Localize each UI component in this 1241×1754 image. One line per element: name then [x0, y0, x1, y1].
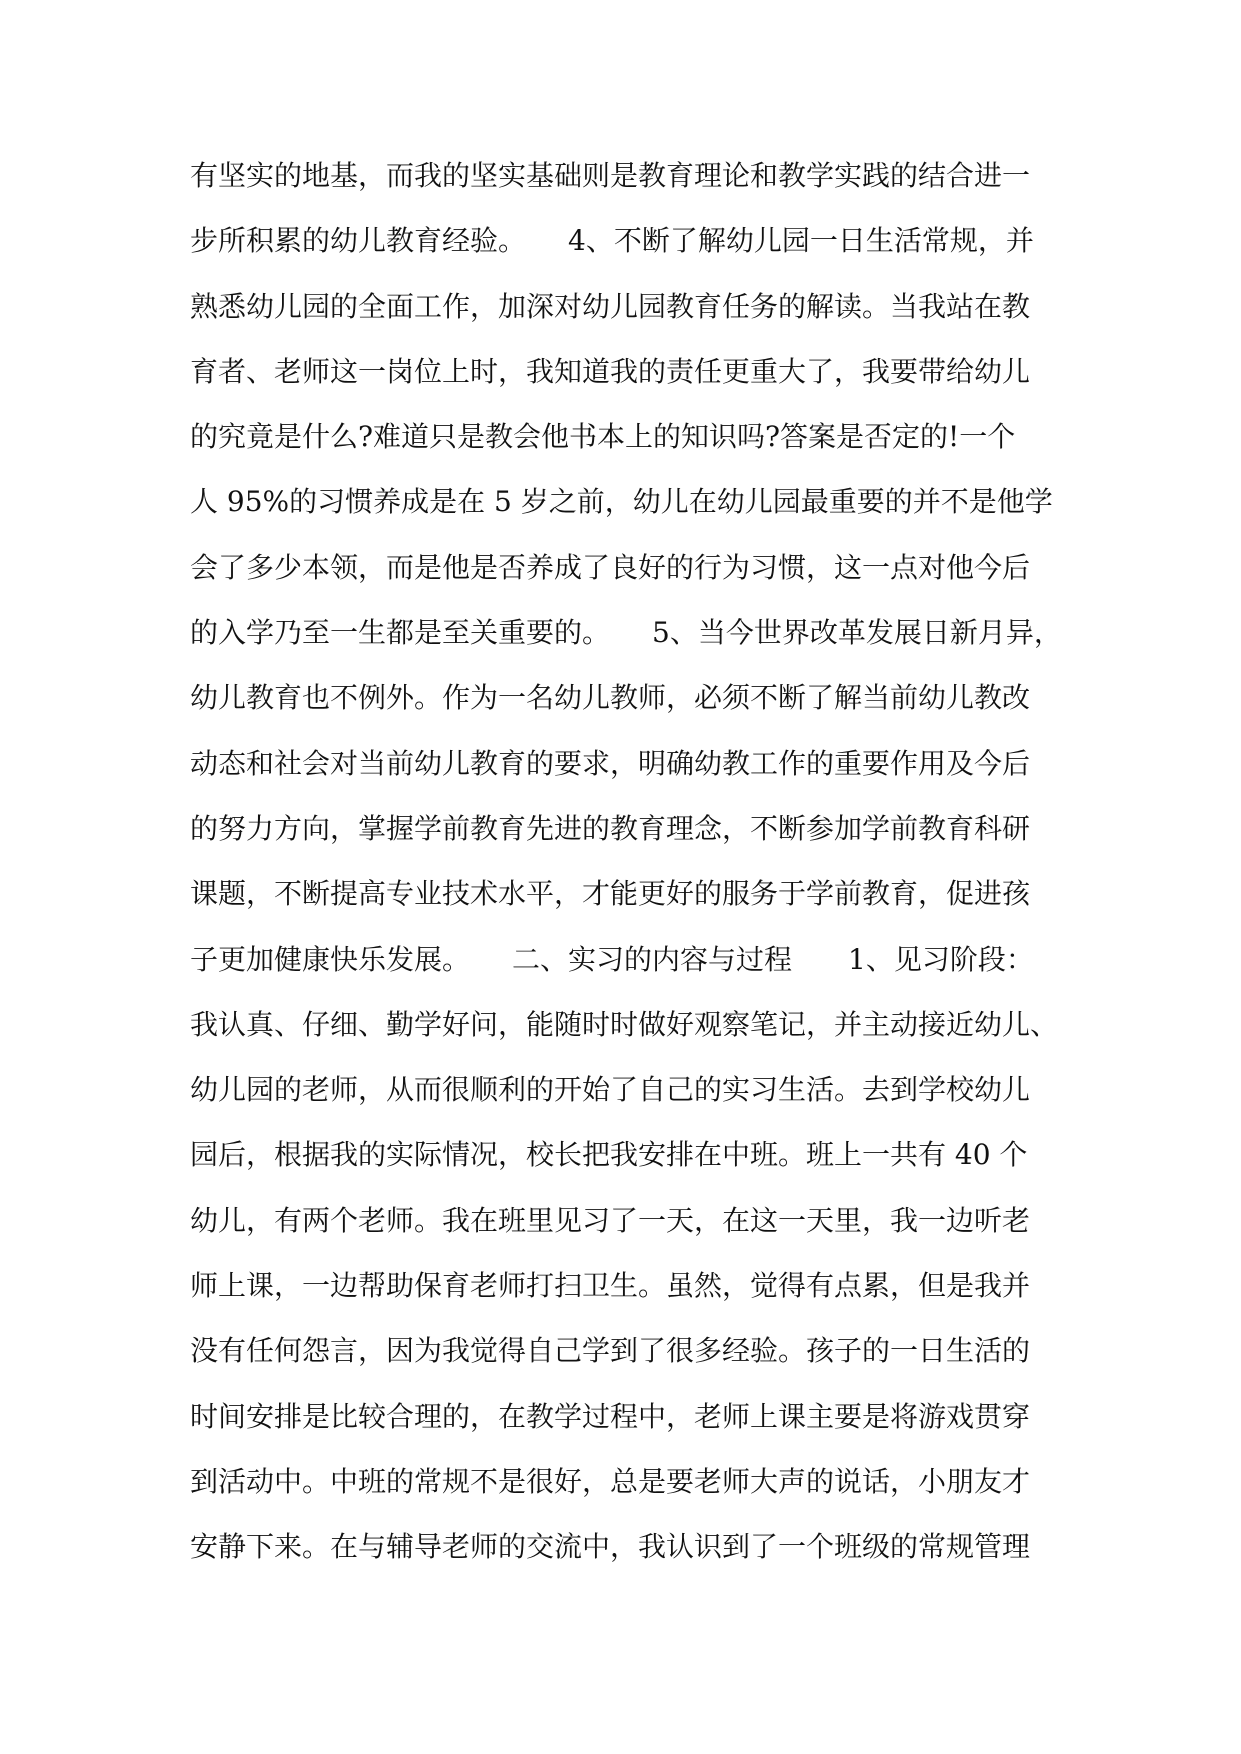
- text-line: 育者、老师这一岗位上时，我知道我的责任更重大了，我要带给幼儿: [190, 354, 1031, 388]
- text-line: 时间安排是比较合理的，在教学过程中，老师上课主要是将游戏贯穿: [190, 1399, 1031, 1433]
- text-line: 熟悉幼儿园的全面工作，加深对幼儿园教育任务的解读。当我站在教: [190, 289, 1031, 323]
- text-line: 的入学乃至一生都是至关重要的。 5、当今世界改革发展日新月异，: [190, 616, 1062, 650]
- text-line: 园后，根据我的实际情况，校长把我安排在中班。班上一共有 40 个: [190, 1138, 1028, 1172]
- body-text: [190, 154, 1070, 1591]
- text-line: 幼儿教育也不例外。作为一名幼儿教师，必须不断了解当前幼儿教改: [190, 681, 1031, 715]
- text-line: 课题，不断提高专业技术水平，才能更好的服务于学前教育，促进孩: [190, 877, 1031, 911]
- text-line: 到活动中。中班的常规不是很好，总是要老师大声的说话，小朋友才: [190, 1464, 1031, 1498]
- text-line: 的努力方向，掌握学前教育先进的教育理念，不断参加学前教育科研: [190, 811, 1031, 845]
- text-line: 幼儿，有两个老师。我在班里见习了一天，在这一天里，我一边听老: [190, 1203, 1031, 1237]
- text-line: 的究竟是什么?难道只是教会他书本上的知识吗?答案是否定的!一个: [190, 420, 1016, 454]
- text-line: 步所积累的幼儿教育经验。 4、不断了解幼儿园一日生活常规，并: [190, 224, 1034, 258]
- text-line: 我认真、仔细、勤学好问，能随时时做好观察笔记，并主动接近幼儿、: [190, 1007, 1059, 1041]
- text-line: 幼儿园的老师，从而很顺利的开始了自己的实习生活。去到学校幼儿: [190, 1073, 1031, 1107]
- text-line: 会了多少本领，而是他是否养成了良好的行为习惯，这一点对他今后: [190, 550, 1031, 584]
- text-line: 子更加健康快乐发展。 二、实习的内容与过程 1、见习阶段：: [190, 942, 1034, 976]
- text-line: 动态和社会对当前幼儿教育的要求，明确幼教工作的重要作用及今后: [190, 746, 1031, 780]
- text-line: 没有任何怨言，因为我觉得自己学到了很多经验。孩子的一日生活的: [190, 1334, 1031, 1368]
- text-line: 有坚实的地基，而我的坚实基础则是教育理论和教学实践的结合进一: [190, 159, 1031, 192]
- text-line: 师上课，一边帮助保育老师打扫卫生。虽然，觉得有点累，但是我并: [190, 1269, 1031, 1303]
- text-line: 安静下来。在与辅导老师的交流中，我认识到了一个班级的常规管理: [190, 1530, 1031, 1564]
- text-line: 人 95%的习惯养成是在 5 岁之前，幼儿在幼儿园最重要的并不是他学: [190, 485, 1053, 519]
